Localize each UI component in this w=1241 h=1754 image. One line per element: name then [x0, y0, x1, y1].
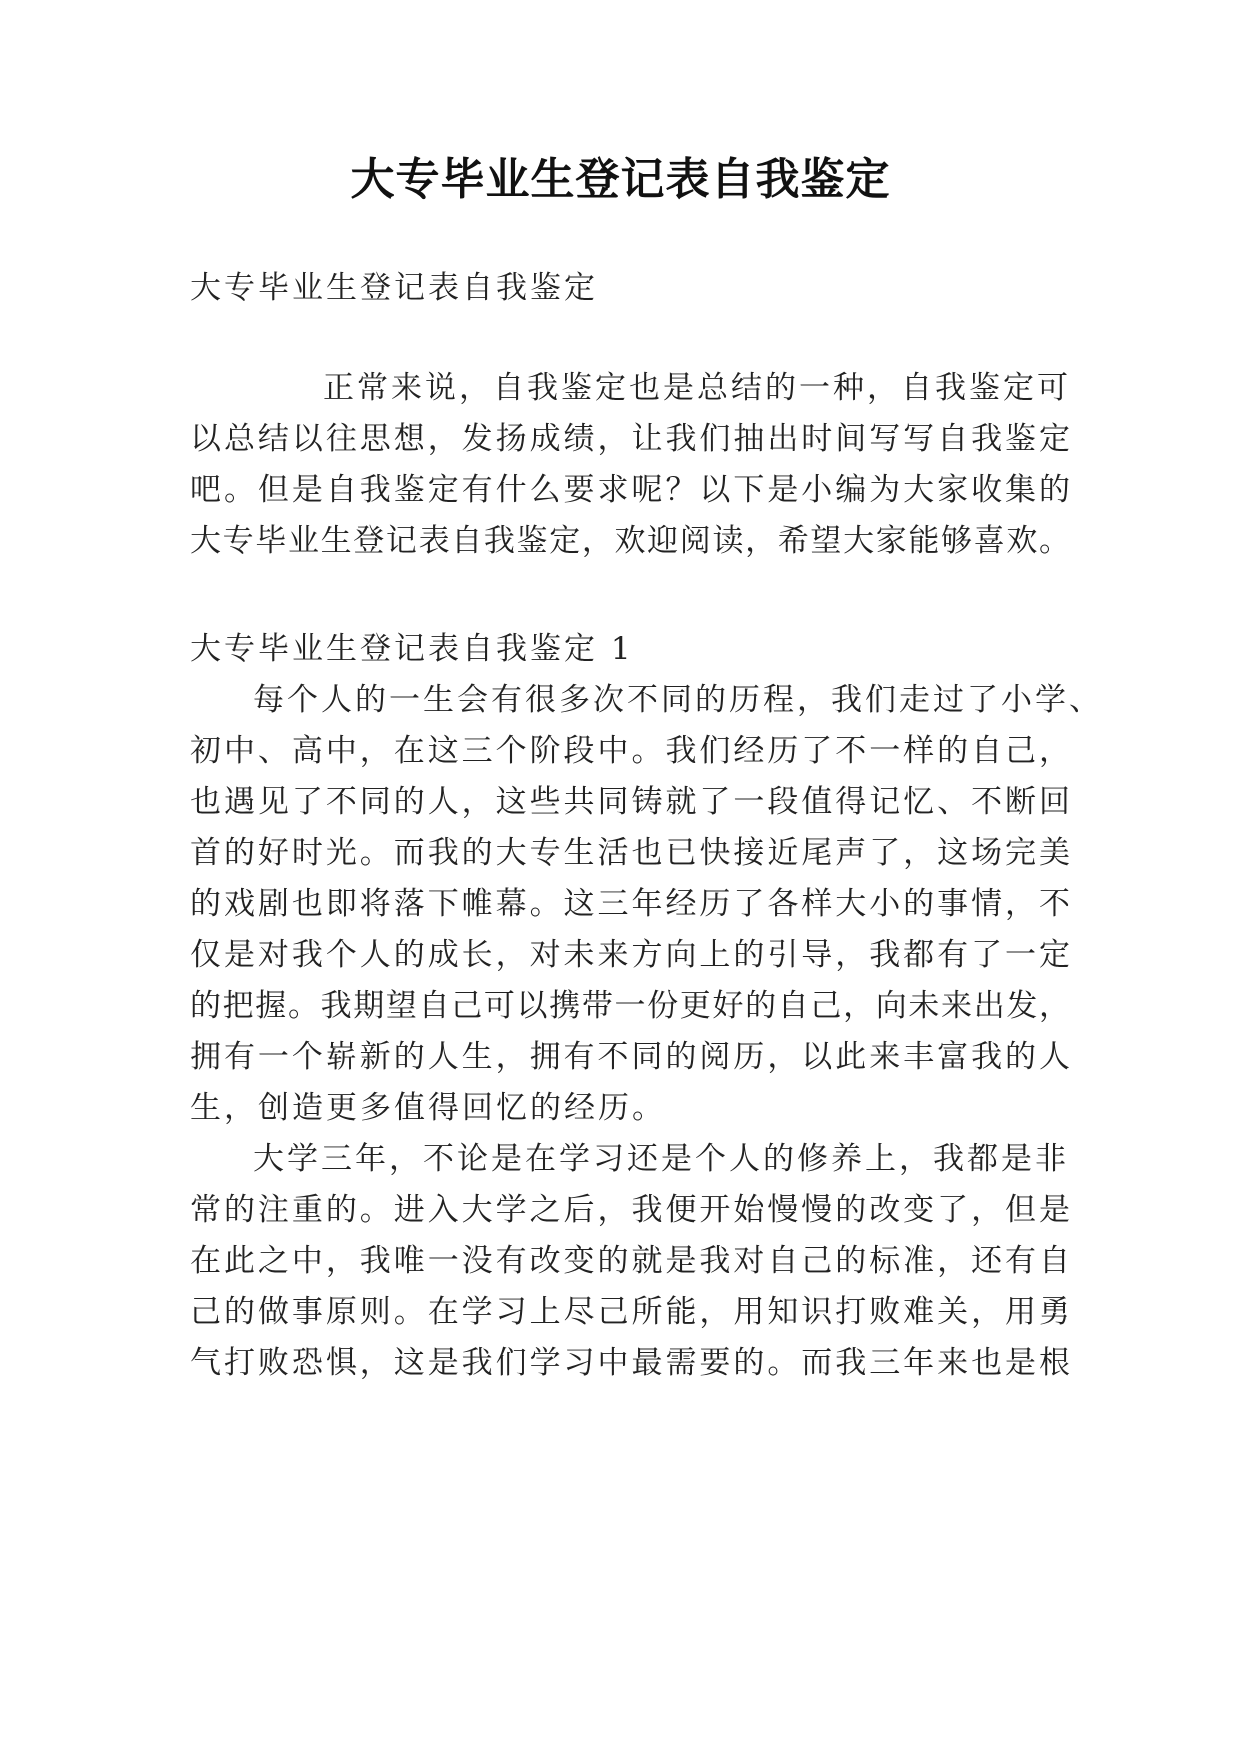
- paragraph-line: 每个人的一生会有很多次不同的历程，我们走过了小学、: [253, 682, 1103, 718]
- paragraph-line: 初中、高中，在这三个阶段中。我们经历了不一样的自己，: [190, 733, 1070, 769]
- paragraph-line: 在此之中，我唯一没有改变的就是我对自己的标准，还有自: [190, 1243, 1070, 1279]
- paragraph-line: 常的注重的。进入大学之后，我便开始慢慢的改变了，但是: [190, 1192, 1070, 1228]
- document-subtitle: 大专毕业生登记表自我鉴定: [190, 270, 598, 306]
- intro-line: 吧。但是自我鉴定有什么要求呢？以下是小编为大家收集的: [190, 472, 1070, 508]
- section-heading: 大专毕业生登记表自我鉴定 1: [190, 631, 634, 667]
- paragraph-line: 的把握。我期望自己可以携带一份更好的自己，向未来出发，: [190, 988, 1070, 1024]
- paragraph-line: 的戏剧也即将落下帷幕。这三年经历了各样大小的事情，不: [190, 886, 1070, 922]
- document-title: 大专毕业生登记表自我鉴定: [350, 154, 891, 205]
- paragraph-line: 仅是对我个人的成长，对未来方向上的引导，我都有了一定: [190, 937, 1070, 973]
- paragraph-line: 大学三年，不论是在学习还是个人的修养上，我都是非: [253, 1141, 1069, 1177]
- paragraph-line: 也遇见了不同的人，这些共同铸就了一段值得记忆、不断回: [190, 784, 1070, 820]
- intro-line: 以总结以往思想，发扬成绩，让我们抽出时间写写自我鉴定: [190, 421, 1070, 457]
- paragraph-line: 气打败恐惧，这是我们学习中最需要的。而我三年来也是根: [190, 1345, 1070, 1381]
- paragraph-line: 拥有一个崭新的人生，拥有不同的阅历，以此来丰富我的人: [190, 1039, 1070, 1075]
- intro-line: 大专毕业生登记表自我鉴定，欢迎阅读，希望大家能够喜欢。: [190, 523, 1070, 559]
- paragraph-line: 己的做事原则。在学习上尽己所能，用知识打败难关，用勇: [190, 1294, 1070, 1330]
- paragraph-line: 首的好时光。而我的大专生活也已快接近尾声了，这场完美: [190, 835, 1070, 871]
- intro-line: 正常来说，自我鉴定也是总结的一种，自我鉴定可: [323, 370, 1071, 406]
- paragraph-line: 生，创造更多值得回忆的经历。: [190, 1090, 666, 1126]
